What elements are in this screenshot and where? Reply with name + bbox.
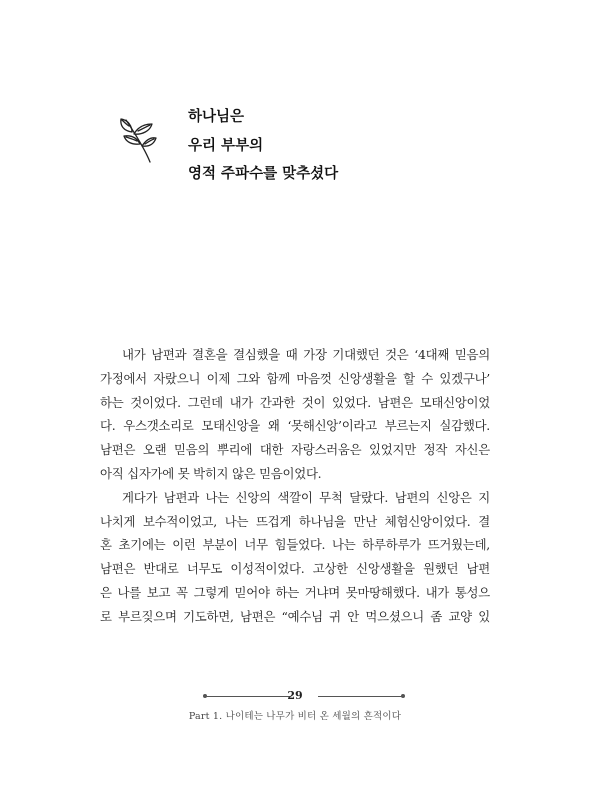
- body-line: 남편은 반대로 너무도 이성적이었다. 고상한 신앙생활을 원했던 남편: [100, 561, 490, 577]
- body-line: 은 나를 보고 꼭 그렇게 믿어야 하는 거냐며 못마땅해했다. 내가 통성으: [100, 584, 490, 600]
- body-line: 나치게 보수적이었고, 나는 뜨겁게 하나님을 만난 체험신앙이었다. 결: [100, 513, 490, 529]
- body-line: 아직 십자가에 못 박히지 않은 믿음이었다.: [100, 465, 322, 481]
- leaf-branch-icon: [112, 108, 160, 168]
- body-text: [100, 343, 490, 629]
- page-number: 29: [287, 689, 303, 702]
- chapter-title-line-2: 우리 부부의: [188, 137, 264, 154]
- footer-rule: [318, 696, 402, 697]
- rule-dot: [401, 694, 405, 698]
- chapter-title-line-3: 영적 주파수를 맞추셨다: [188, 166, 339, 182]
- page-number-row: [0, 688, 590, 704]
- chapter-title-line-1: 하나님은: [188, 109, 245, 125]
- body-line: 남편은 오랜 믿음의 뿌리에 대한 자랑스러움은 있었지만 정작 자신은: [100, 442, 490, 458]
- running-head: Part 1. 나이테는 나무가 비터 온 세월의 흔적이다: [188, 711, 402, 722]
- body-line: 가정에서 자랐으니 이제 그와 함께 마음껏 신앙생활을 할 수 있겠구나’: [100, 370, 490, 386]
- body-line: 로 부르짖으며 기도하면, 남편은 “예수님 귀 안 먹으셨으니 좀 교양 있: [100, 608, 490, 624]
- page-footer: [0, 688, 590, 722]
- chapter-title: [188, 103, 338, 189]
- body-line: 게다가 남편과 나는 신앙의 색깔이 무척 달랐다. 남편의 신앙은 지: [122, 489, 490, 505]
- body-line: 혼 초기에는 이런 부분이 너무 힘들었다. 나는 하루하루가 뜨거웠는데,: [100, 537, 490, 553]
- body-line: 내가 남편과 결혼을 결심했을 때 가장 기대했던 것은 ‘4대째 믿음의: [122, 347, 490, 362]
- body-line: 하는 것이었다. 그런데 내가 간과한 것이 있었다. 남편은 모태신앙이었: [100, 394, 490, 410]
- body-line: 다. 우스갯소리로 모태신앙을 왜 ‘못해신앙’이라고 부르는지 실감했다.: [100, 418, 490, 434]
